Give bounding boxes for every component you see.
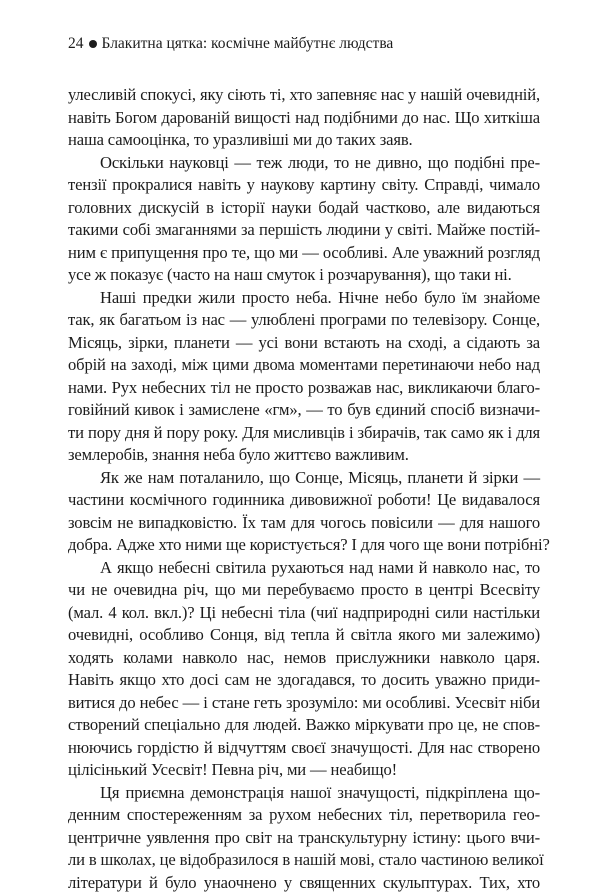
text-line: Ця приємна демонстрація нашої значущості, підкріплена що- xyxy=(100,782,540,802)
text-line: говійний кивок і замислене «гм», — то був єдиний спосіб визначи- xyxy=(68,400,540,419)
text-line: витися до небес — і стане геть зрозуміло: ми особливі. Усесвіт ніби xyxy=(68,692,540,712)
paragraph xyxy=(68,467,550,557)
text-line: головних дискусій в історії науки бодай частково, але видаються xyxy=(68,197,540,217)
paragraph xyxy=(68,152,540,287)
text-line: створений спеціально для людей. Важко міркувати про це, не спов- xyxy=(68,715,540,734)
text-line: зовсім не випадковістю. Їх там для чогось повісили — для нашого xyxy=(68,512,540,532)
page-body xyxy=(68,84,550,894)
text-line: такими собі змаганнями за першість людини у світі. Майже постій- xyxy=(68,220,540,239)
text-line: ним є припущення про те, що ми — особливі. Але уважний розгляд xyxy=(68,242,540,262)
text-line: чи не очевидна річ, що ми перебуваємо просто в центрі Всесвіту xyxy=(68,580,540,599)
text-line: (мал. 4 кол. вкл.)? Ці небесні тіла (чиї надприродні сили настільки xyxy=(68,602,540,622)
text-line: землеробів, знання неба було життєво важливим. xyxy=(68,445,409,464)
text-line: добра. Адже хто ними ще користується? І для чого ще вони потрібні? xyxy=(68,535,550,554)
text-line: денним спостереженням за рухом небесних тіл, перетворила гео- xyxy=(68,805,540,824)
text-line: нами. Рух небесних тіл не просто розважав нас, викликаючи благо- xyxy=(68,377,540,397)
text-line: ходять колами навколо нас, немов прислужники навколо царя. xyxy=(68,647,540,667)
paragraph xyxy=(68,782,544,894)
paragraph xyxy=(68,287,540,467)
paragraph xyxy=(68,557,540,782)
text-line: центричне уявлення про світ на транскультурну істину: цього вчи- xyxy=(68,827,540,847)
text-line: цілісінький Усесвіт! Певна річ, ми — неабищо! xyxy=(68,760,397,779)
text-line: Місяць, зірки, планети — усі вони встають на сході, а сідають за xyxy=(68,332,540,352)
text-line: обрій на заході, між цими двома моментами перетинаючи небо над xyxy=(68,355,540,374)
text-line: А якщо небесні світила рухаються над нами й навколо нас, то xyxy=(100,557,540,577)
text-line: улесливій спокусі, яку сіють ті, хто запевняє нас у нашій очевидній, xyxy=(68,85,540,104)
text-line: частини космічного годинника дивовижної роботи! Це видавалося xyxy=(68,490,540,509)
paragraph xyxy=(68,84,540,152)
text-line: очевидні, особливо Сонця, від тепла й світла якого ми залежимо) xyxy=(68,625,540,644)
text-line: тензії прокралися навіть у наукову картину світу. Справді, чимало xyxy=(68,175,540,194)
text-line: Як же нам поталанило, що Сонце, Місяць, планети й зірки — xyxy=(100,467,540,487)
text-line: Наші предки жили просто неба. Нічне небо було їм знайоме xyxy=(100,287,540,307)
text-line: Навіть якщо хто досі сам не здогадався, то досить уважно приди- xyxy=(68,670,540,689)
text-line: навіть Богом дарованій вищості над подібними до нас. Що хиткіша xyxy=(68,107,540,127)
page-number: 24 xyxy=(68,35,84,52)
text-line: нюючись гордістю й відчуттям своєї значущості. Для нас створено xyxy=(68,737,540,757)
text-line: ти пору дня й пору року. Для мисливців і збирачів, так само як і для xyxy=(68,422,540,442)
text-line: так, як багатьом із нас — улюблені програми по телевізору. Сонце, xyxy=(68,310,540,329)
text-line: літератури й було унаочнено у священних скульптурах. Тих, хто xyxy=(68,872,540,892)
text-line: наша самооцінка, то уразливіші ми до таких заяв. xyxy=(68,130,413,149)
text-line: усе ж показує (часто на наш смуток і розчарування), що таки ні. xyxy=(68,265,512,284)
text-line: Оскільки науковці — теж люди, то не дивно, що подібні пре- xyxy=(100,152,540,172)
text-line: ли в школах, це відобразилося в нашій мові, стало частиною великої xyxy=(68,850,544,869)
book-title: Блакитна цятка: космічне майбутнє людства xyxy=(101,35,394,52)
bullet-icon xyxy=(89,40,97,48)
running-head xyxy=(68,34,393,54)
